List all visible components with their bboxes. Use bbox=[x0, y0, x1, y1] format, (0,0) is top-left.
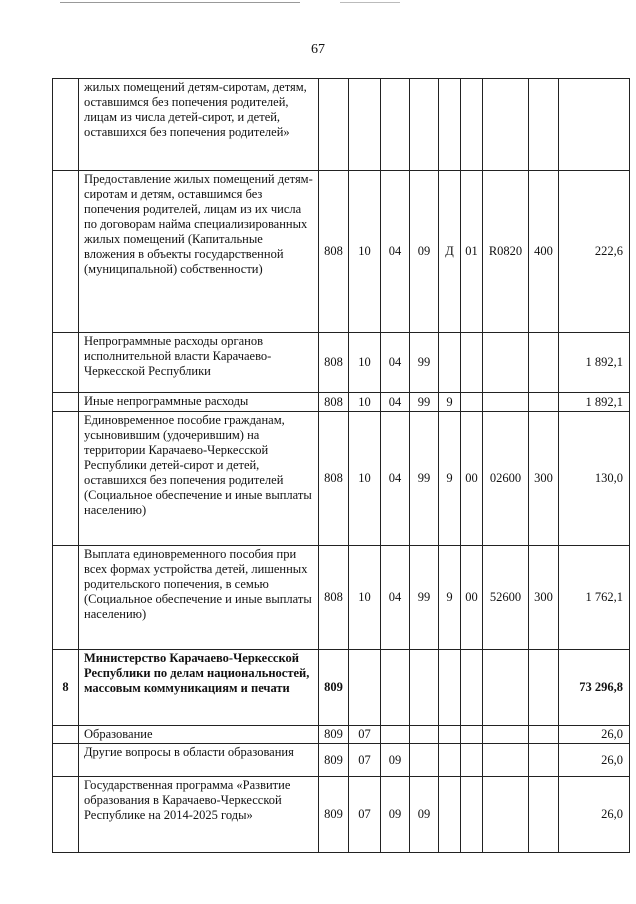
program-code-cell: 99 bbox=[410, 412, 439, 546]
direction-code-cell bbox=[483, 650, 529, 726]
section-code-cell bbox=[349, 79, 381, 171]
amount-cell: 222,6 bbox=[559, 171, 630, 333]
main-event-code-cell bbox=[461, 393, 483, 412]
table-row bbox=[53, 546, 630, 650]
ministry-code-cell: 809 bbox=[319, 777, 349, 853]
budget-table-body bbox=[53, 79, 630, 853]
subprogram-code-cell: 9 bbox=[439, 412, 461, 546]
amount-cell: 73 296,8 bbox=[559, 650, 630, 726]
expense-type-code-cell bbox=[529, 333, 559, 393]
expense-name-cell: жилых помещений детям-сиротам, детям, оставшимся без попечения родителей, лицам из числа детей-сирот, и детей, оставшихся без попечения родителей» bbox=[79, 79, 319, 171]
ministry-code-cell: 809 bbox=[319, 726, 349, 744]
expense-type-code-cell: 300 bbox=[529, 412, 559, 546]
main-event-code-cell: 01 bbox=[461, 171, 483, 333]
section-code-cell: 10 bbox=[349, 393, 381, 412]
subprogram-code-cell bbox=[439, 726, 461, 744]
subprogram-code-cell bbox=[439, 79, 461, 171]
row-number-cell bbox=[53, 412, 79, 546]
row-number-cell bbox=[53, 171, 79, 333]
program-code-cell bbox=[410, 650, 439, 726]
row-number-cell bbox=[53, 393, 79, 412]
program-code-cell: 99 bbox=[410, 333, 439, 393]
amount-cell: 26,0 bbox=[559, 777, 630, 853]
page-number: 67 bbox=[311, 42, 325, 57]
expense-name-cell: Предоставление жилых помещений детям-сиротам и детям, оставшимся без попечения родителей, лицам из их числа по договорам найма специализированных жилых помещений (Капитальные вложения в объекты государственной (муниципальной) собственности) bbox=[79, 171, 319, 333]
subprogram-code-cell: 9 bbox=[439, 393, 461, 412]
section-code-cell: 07 bbox=[349, 744, 381, 777]
program-code-cell bbox=[410, 79, 439, 171]
section-code-cell: 10 bbox=[349, 412, 381, 546]
program-code-cell bbox=[410, 726, 439, 744]
ministry-code-cell: 808 bbox=[319, 171, 349, 333]
budget-table bbox=[52, 78, 630, 853]
amount-cell: 130,0 bbox=[559, 412, 630, 546]
subprogram-code-cell bbox=[439, 650, 461, 726]
direction-code-cell: 52600 bbox=[483, 546, 529, 650]
program-code-cell: 99 bbox=[410, 393, 439, 412]
ministry-code-cell: 808 bbox=[319, 393, 349, 412]
section-code-cell: 10 bbox=[349, 171, 381, 333]
expense-name-cell: Непрограммные расходы органов исполнительной власти Карачаево-Черкесской Республики bbox=[79, 333, 319, 393]
row-number-cell bbox=[53, 777, 79, 853]
row-number-cell bbox=[53, 744, 79, 777]
subprogram-code-cell: 9 bbox=[439, 546, 461, 650]
expense-name-cell: Государственная программа «Развитие образования в Карачаево-Черкесской Республике на 2014-2025 годы» bbox=[79, 777, 319, 853]
expense-type-code-cell bbox=[529, 726, 559, 744]
row-number-cell: 8 bbox=[53, 650, 79, 726]
expense-type-code-cell: 400 bbox=[529, 171, 559, 333]
main-event-code-cell: 00 bbox=[461, 412, 483, 546]
ministry-code-cell: 808 bbox=[319, 333, 349, 393]
amount-cell: 1 892,1 bbox=[559, 393, 630, 412]
program-code-cell: 99 bbox=[410, 546, 439, 650]
program-code-cell: 09 bbox=[410, 777, 439, 853]
top-edge-rule-short bbox=[340, 2, 400, 3]
expense-type-code-cell: 300 bbox=[529, 546, 559, 650]
subsection-code-cell: 04 bbox=[381, 333, 410, 393]
row-number-cell bbox=[53, 726, 79, 744]
subprogram-code-cell bbox=[439, 744, 461, 777]
ministry-code-cell: 809 bbox=[319, 650, 349, 726]
table-row bbox=[53, 650, 630, 726]
subsection-code-cell bbox=[381, 650, 410, 726]
main-event-code-cell bbox=[461, 726, 483, 744]
section-code-cell: 10 bbox=[349, 333, 381, 393]
program-code-cell: 09 bbox=[410, 171, 439, 333]
section-code-cell: 07 bbox=[349, 726, 381, 744]
direction-code-cell bbox=[483, 726, 529, 744]
row-number-cell bbox=[53, 546, 79, 650]
expense-type-code-cell bbox=[529, 393, 559, 412]
table-row bbox=[53, 777, 630, 853]
table-row bbox=[53, 171, 630, 333]
row-number-cell bbox=[53, 79, 79, 171]
table-row bbox=[53, 412, 630, 546]
table-row bbox=[53, 333, 630, 393]
subsection-code-cell: 09 bbox=[381, 777, 410, 853]
main-event-code-cell bbox=[461, 777, 483, 853]
program-code-cell bbox=[410, 744, 439, 777]
section-code-cell bbox=[349, 650, 381, 726]
table-row bbox=[53, 393, 630, 412]
row-number-cell bbox=[53, 333, 79, 393]
amount-cell: 1 892,1 bbox=[559, 333, 630, 393]
main-event-code-cell bbox=[461, 333, 483, 393]
direction-code-cell bbox=[483, 79, 529, 171]
expense-type-code-cell bbox=[529, 650, 559, 726]
table-row bbox=[53, 79, 630, 171]
direction-code-cell bbox=[483, 393, 529, 412]
expense-name-cell: Иные непрограммные расходы bbox=[79, 393, 319, 412]
expense-name-cell: Выплата единовременного пособия при всех формах устройства детей, лишенных родительского попечения, в семью (Социальное обеспечение и иные выплаты населению) bbox=[79, 546, 319, 650]
main-event-code-cell: 00 bbox=[461, 546, 483, 650]
main-event-code-cell bbox=[461, 744, 483, 777]
expense-name-cell: Другие вопросы в области образования bbox=[79, 744, 319, 777]
expense-name-cell: Образование bbox=[79, 726, 319, 744]
section-code-cell: 07 bbox=[349, 777, 381, 853]
subsection-code-cell: 04 bbox=[381, 546, 410, 650]
top-edge-rule bbox=[60, 2, 300, 3]
subsection-code-cell bbox=[381, 726, 410, 744]
ministry-code-cell bbox=[319, 79, 349, 171]
subprogram-code-cell bbox=[439, 333, 461, 393]
section-code-cell: 10 bbox=[349, 546, 381, 650]
table-row bbox=[53, 726, 630, 744]
direction-code-cell: R0820 bbox=[483, 171, 529, 333]
expense-type-code-cell bbox=[529, 777, 559, 853]
subsection-code-cell: 04 bbox=[381, 412, 410, 546]
amount-cell: 26,0 bbox=[559, 744, 630, 777]
subsection-code-cell: 09 bbox=[381, 744, 410, 777]
amount-cell: 26,0 bbox=[559, 726, 630, 744]
ministry-code-cell: 808 bbox=[319, 412, 349, 546]
subsection-code-cell: 04 bbox=[381, 171, 410, 333]
direction-code-cell bbox=[483, 744, 529, 777]
table-row bbox=[53, 744, 630, 777]
direction-code-cell bbox=[483, 333, 529, 393]
main-event-code-cell bbox=[461, 650, 483, 726]
amount-cell bbox=[559, 79, 630, 171]
expense-type-code-cell bbox=[529, 744, 559, 777]
ministry-code-cell: 809 bbox=[319, 744, 349, 777]
subprogram-code-cell bbox=[439, 777, 461, 853]
amount-cell: 1 762,1 bbox=[559, 546, 630, 650]
direction-code-cell bbox=[483, 777, 529, 853]
main-event-code-cell bbox=[461, 79, 483, 171]
expense-type-code-cell bbox=[529, 79, 559, 171]
subsection-code-cell: 04 bbox=[381, 393, 410, 412]
ministry-code-cell: 808 bbox=[319, 546, 349, 650]
expense-name-cell: Министерство Карачаево-Черкесской Республики по делам национальностей, массовым коммуникациям и печати bbox=[79, 650, 319, 726]
subprogram-code-cell: Д bbox=[439, 171, 461, 333]
subsection-code-cell bbox=[381, 79, 410, 171]
direction-code-cell: 02600 bbox=[483, 412, 529, 546]
expense-name-cell: Единовременное пособие гражданам, усыновившим (удочерившим) на территории Карачаево-Черкесской Республики детей-сирот и детей, оставшихся без попечения родителей (Социальное обеспечение и иные выплаты населению) bbox=[79, 412, 319, 546]
